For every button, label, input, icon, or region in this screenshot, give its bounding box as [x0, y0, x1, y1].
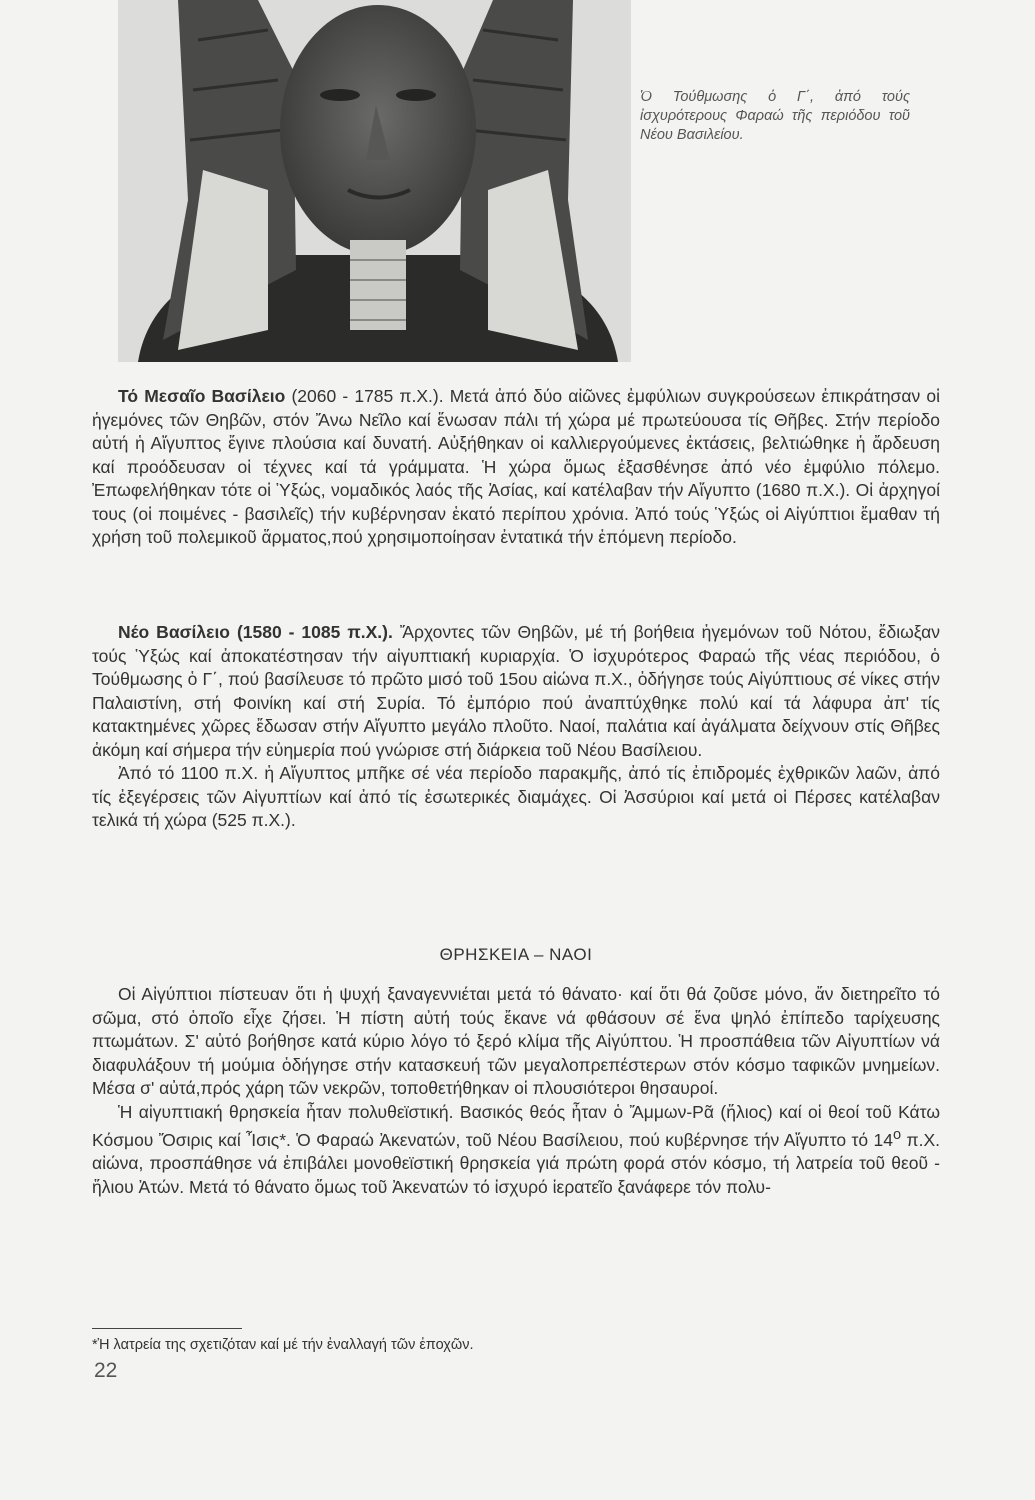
pharaoh-bust-photo [118, 0, 631, 362]
religion-section [92, 983, 940, 1199]
footnote: *Ἡ λατρεία της σχετιζόταν καί μέ τήν ἐναλλαγή τῶν ἐποχῶν. [92, 1337, 474, 1353]
middle-kingdom-section [92, 385, 940, 550]
new-kingdom-title: Νέο Βασίλειο (1580 - 1085 π.Χ.). [118, 622, 393, 642]
religion-paragraph-1: Οἱ Αἰγύπτιοι πίστευαν ὅτι ἡ ψυχή ξαναγεννιέται μετά τό θάνατο· καί ὅτι θά ζοῦσε μόνο, ἄν διετηρεῖτο τό σῶμα, στό ὁποῖο εἶχε ζήσει. Ἡ πίστη αὐτή τούς ἔκανε νά φθάσουν σέ ἕνα ψηλό ἐπίπεδο ταρίχευσης πτωμάτων. Σ' αὐτό βοήθησε κατά κύριο λόγο τό ξερό κλίμα τῆς Αἰγύπτου. Ἡ προσπάθεια τῶν Αἰγυπτίων νά διαφυλάξουν τή μούμια ὁδήγησε στήν κατασκευή τῶν μεγαλοπρεπέστερων στόν κόσμο ταφικῶν μνημείων. Μέσα σ' αὐτά,πρός χάρη τῶν νεκρῶν, τοποθετήθηκαν οἱ πλουσιότεροι θησαυροί. [92, 984, 940, 1098]
page-number: 22 [94, 1359, 118, 1382]
new-kingdom-section [92, 621, 940, 833]
new-kingdom-text: Ἄρχοντες τῶν Θηβῶν, μέ τή βοήθεια ἡγεμόνων τοῦ Νότου, ἔδιωξαν τούς Ὑξώς καί ἀποκατέστησαν τήν αἰγυπτιακή κυριαρχία. Ὁ ἰσχυρότερος Φαραώ τῆς νέας περιόδου, ὁ Τούθμωσης ὁ Γ΄, πού βασίλευσε τό πρῶτο μισό τοῦ 15ου αἰώνα π.Χ., ὁδήγησε τούς Αἰγύπτιους σέ νίκες στήν Παλαιστίνη, στή Φοινίκη καί στή Συρία. Τό ἐμπόριο πού ἀναπτύχθηκε πολύ καί τά λάφυρα ἀπ' τίς κατακτημένες χῶρες ἔδωσαν στήν Αἴγυπτο μεγάλο πλοῦτο. Ναοί, παλάτια καί ἀγάλματα δείχνουν στίς Θῆβες ἀκόμη καί σήμερα τήν εὐημερία πού γνώρισε στή διάρκεια τοῦ Νέου Βασίλειου. [92, 622, 940, 760]
middle-kingdom-title: Τό Μεσαῖο Βασίλειο [118, 386, 286, 406]
decline-paragraph: Ἀπό τό 1100 π.Χ. ἡ Αἴγυπτος μπῆκε σέ νέα περίοδο παρακμῆς, ἀπό τίς ἐπιδρομές ἐχθρικῶν λαῶν, ἀπό τίς ἐξεγέρσεις τῶν Αἰγυπτίων καί ἀπό τίς ἐσωτερικές διαμάχες. Οἱ Ἀσσύριοι καί μετά οἱ Πέρσες κατέλαβαν τελικά τή χώρα (525 π.Χ.). [92, 763, 940, 830]
religion-paragraph-2 [92, 1101, 940, 1200]
new-kingdom-paragraph [92, 621, 940, 762]
section-heading: ΘΡΗΣΚΕΙΑ – ΝΑΟΙ [439, 945, 593, 964]
religion-p2-start: Ἡ αἰγυπτιακή θρησκεία ἦταν πολυθεϊστική. Βασικός θεός ἦταν ὁ Ἄμμων-Ρᾶ (ἥλιος) καί οἱ θεοί τοῦ Κάτω Κόσμου Ὄσιρις καί Ἶσις*. Ὁ Φαραώ Ἀκενατών, τοῦ Νέου Βασίλειου, πού κυβέρνησε τήν Αἴγυπτο τό 14 [92, 1101, 940, 1150]
middle-kingdom-paragraph [92, 385, 940, 550]
footnote-rule [92, 1328, 242, 1329]
middle-kingdom-text: (2060 - 1785 π.Χ.). Μετά ἀπό δύο αἰῶνες ἐμφύλιων συγκρούσεων ἐπικράτησαν οἱ ἡγεμόνες τῶν Θηβῶν, στόν Ἄνω Νεῖλο καί ἕνωσαν πάλι τή χώρα μέ πρωτεύουσα τίς Θῆβες. Στήν περίοδο αὐτή ἡ Αἴγυπτος ἔγινε πλούσια καί δυνατή. Αὐξήθηκαν οἱ καλλιεργούμενες ἐκτάσεις, βελτιώθηκε ἡ ἄρδευση καί προόδευσαν οἱ τέχνες καί τά γράμματα. Ἡ χώρα ὅμως ἐξασθένησε ἀπό νέο ἐμφύλιο πόλεμο. Ἐπωφελήθηκαν τότε οἱ Ὑξώς, νομαδικός λαός τῆς Ἀσίας, καί κατέλαβαν τήν Αἴγυπτο (1680 π.Χ.). Οἱ ἀρχηγοί τους (οἱ ποιμένες - βασιλεῖς) τήν κυβέρνησαν ἑκατό περίπου χρόνια. Ἀπό τούς Ὑξώς οἱ Αἰγύπτιοι ἔμαθαν τή χρήση τοῦ πολεμικοῦ ἅρματος,πού χρησιμοποίησαν ἐντατικά τήν ἑπόμενη περίοδο. [92, 386, 940, 547]
century-superscript: ο [893, 1127, 902, 1143]
religion-p2-end: π.Χ. αἰώνα, προσπάθησε νά ἐπιβάλει μονοθεϊστική θρησκεία γιά πρώτη φορά στόν κόσμο, τή λατρεία τοῦ θεοῦ - ἥλιου Ἀτών. Μετά τό θάνατο ὅμως τοῦ Ἀκενατών τό ἰσχυρό ἱερατεῖο ξανάφερε τόν πολυ- [92, 1129, 940, 1197]
photo-caption: Ὁ Τούθμωσης ὁ Γ΄, ἀπό τούς ἰσχυρότερους Φαραώ τῆς περιόδου τοῦ Νέου Βασιλείου. [640, 89, 910, 143]
